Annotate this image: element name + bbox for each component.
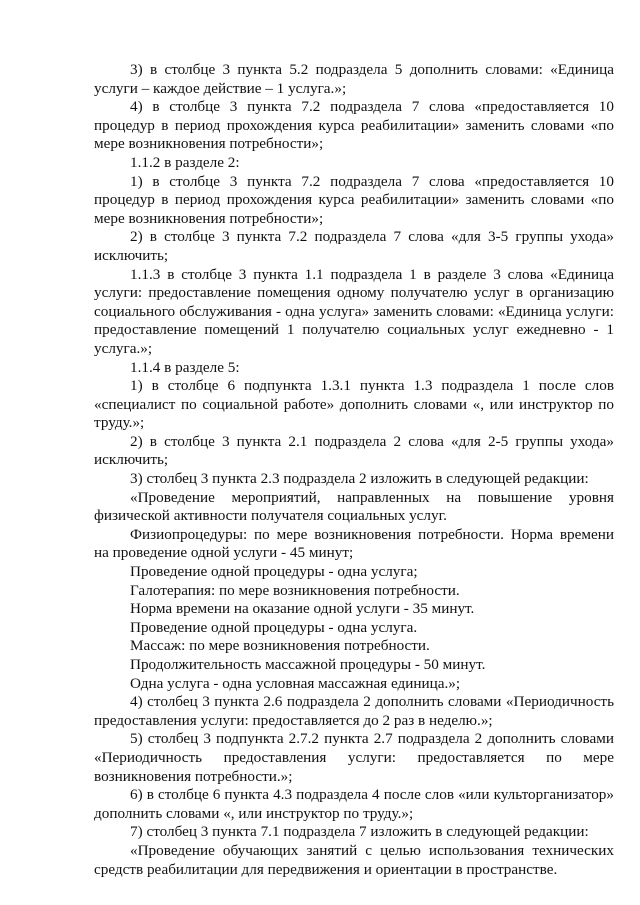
document-page: [94, 61, 614, 879]
paragraph: Физиопроцедуры: по мере возникновения потребности. Норма времени на проведение одной услуги - 45 минут;: [94, 525, 614, 562]
paragraph: 5) столбец 3 подпункта 2.7.2 пункта 2.7 подраздела 2 дополнить словами «Периодичность предоставления услуги: предоставляется по мере возникновения потребности.»;: [94, 730, 614, 785]
paragraph: 1) в столбце 3 пункта 7.2 подраздела 7 слова «предоставляется 10 процедур в период прохождения курса реабилитации» заменить словами «по мере возникновения потребности»;: [94, 172, 614, 227]
paragraph: 4) столбец 3 пункта 2.6 подраздела 2 дополнить словами «Периодичность предоставления услуги: предоставляется до 2 раз в неделю.»;: [94, 693, 614, 729]
paragraph: Галотерапия: по мере возникновения потребности.: [130, 581, 460, 599]
paragraph: Продолжительность массажной процедуры - 50 минут.: [130, 656, 486, 673]
paragraph: Норма времени на оказание одной услуги - 35 минут.: [130, 600, 475, 618]
paragraph: 6) в столбце 6 пункта 4.3 подраздела 4 после слов «или культорганизатор» дополнить словами «, или инструктор по труду.»;: [94, 786, 614, 822]
paragraph: 1.1.4 в разделе 5:: [130, 358, 240, 376]
paragraph: 2) в столбце 3 пункта 7.2 подраздела 7 слова «для 3-5 группы ухода» исключить;: [94, 228, 614, 264]
paragraph: 3) столбец 3 пункта 2.3 подраздела 2 изложить в следующей редакции:: [130, 470, 589, 488]
paragraph: Одна услуга - одна условная массажная единица.»;: [130, 674, 461, 692]
paragraph: «Проведение обучающих занятий с целью использования технических средств реабилитации для передвижения и ориентации в пространстве.: [94, 841, 614, 878]
paragraph: Массаж: по мере возникновения потребности.: [130, 637, 430, 655]
paragraph: 7) столбец 3 пункта 7.1 подраздела 7 изложить в следующей редакции:: [130, 823, 589, 841]
paragraph: 3) в столбце 3 пункта 5.2 подраздела 5 дополнить словами: «Единица услуги – каждое действие – 1 услуга.»;: [94, 61, 614, 97]
paragraph: Проведение одной процедуры - одна услуга;: [130, 563, 418, 581]
paragraph: 2) в столбце 3 пункта 2.1 подраздела 2 слова «для 2-5 группы ухода» исключить;: [94, 432, 614, 469]
paragraph: «Проведение мероприятий, направленных на повышение уровня физической активности получателя социальных услуг.: [94, 488, 614, 525]
paragraph: Проведение одной процедуры - одна услуга.: [130, 618, 418, 636]
paragraph: 1) в столбце 6 подпункта 1.3.1 пункта 1.3 подраздела 1 после слов «специалист по социальной работе» дополнить словами «, или инструктор по труду.»;: [94, 377, 614, 432]
paragraph: 1.1.3 в столбце 3 пункта 1.1 подраздела 1 в разделе 3 слова «Единица услуги: предоставление помещения одному получателю услуг в организацию социального обслуживания - одна услуга» заменить словами: «Единица услуги: предоставление помещений 1 получателю социальных услуг ежедневно - 1 услуга.»;: [94, 265, 614, 357]
paragraph: 4) в столбце 3 пункта 7.2 подраздела 7 слова «предоставляется 10 процедур в период прохождения курса реабилитации» заменить словами «по мере возникновения потребности»;: [94, 98, 614, 153]
paragraph: 1.1.2 в разделе 2:: [130, 153, 240, 171]
